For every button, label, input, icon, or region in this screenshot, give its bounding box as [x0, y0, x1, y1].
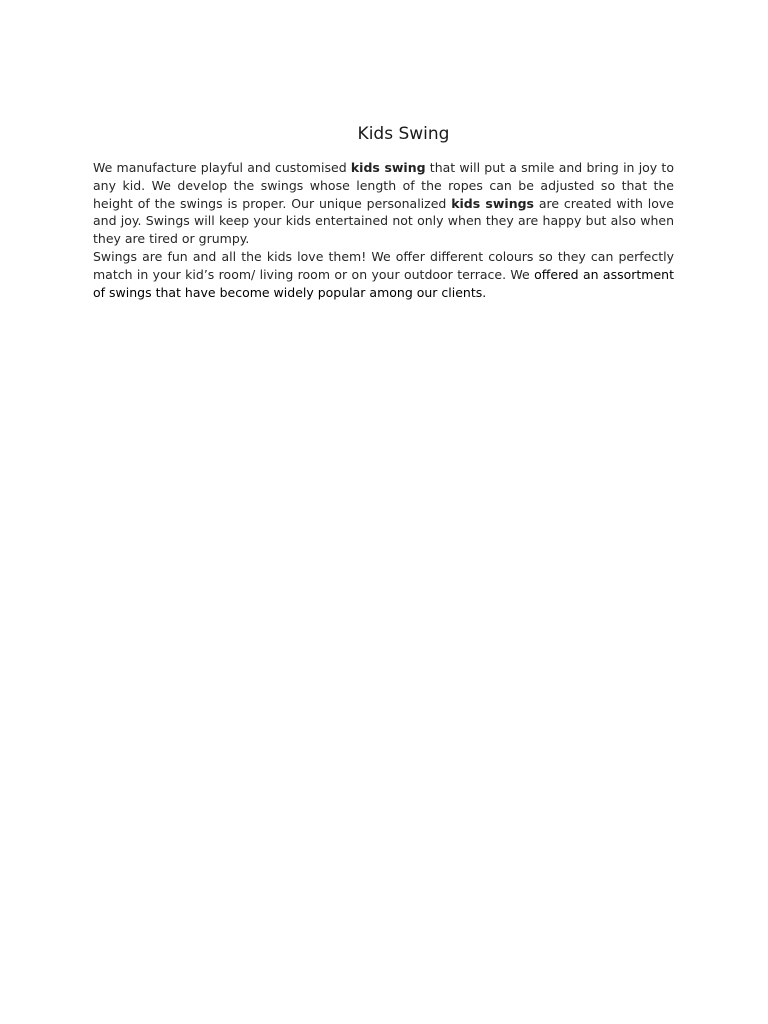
paragraph-intro [93, 159, 674, 248]
paragraph-offer-text-2: offered an assortment of swings that have become widely popular among our clients. [93, 266, 674, 300]
paragraph-intro-text-2: that will put a smile and bring in joy to any kid. We develop the swings whose length of the ropes can be adjusted so that the height of the swings is proper. Our unique personalized [93, 160, 674, 211]
paragraph-intro-text-3: are created with love and joy. Swings will keep your kids entertained not only when they are happy but also when they are tired or grumpy. [93, 195, 674, 247]
keyword-kids-swings: kids swings [451, 195, 534, 211]
keyword-kids-swing: kids swing [350, 160, 426, 175]
document-body [93, 122, 674, 301]
document-title: Kids Swing [357, 124, 450, 144]
paragraph-intro-text-1: We manufacture playful and customised [93, 160, 351, 175]
paragraph-offer [93, 248, 674, 301]
paragraph-offer-text-1: Swings are fun and all the kids love them! We offer different colours so they can perfectly match in your kid’s room/ living room or on your outdoor terrace. We [93, 248, 674, 282]
